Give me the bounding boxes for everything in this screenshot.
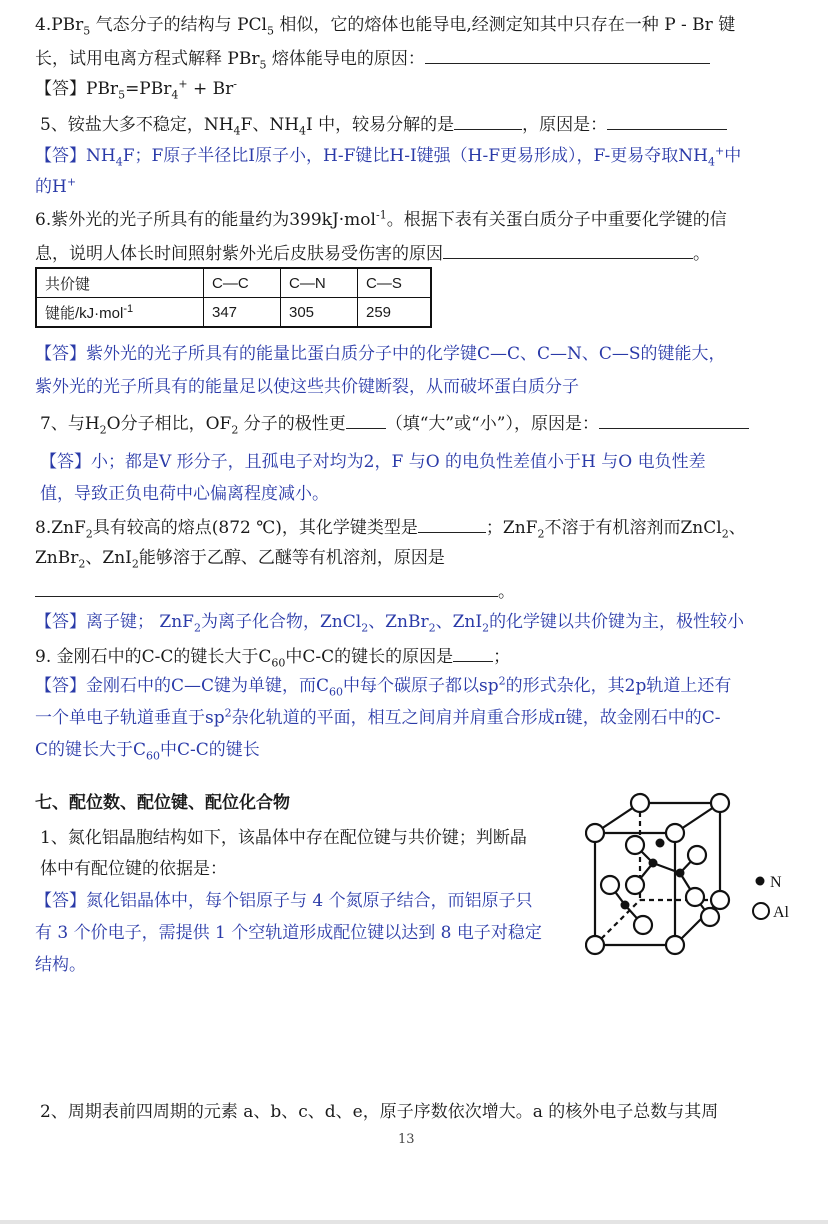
q7-answer-1: 【答】小；都是V 形分子，且孤电子对均为2，F 与O 的电负性差值小于H 与O 电负性差: [40, 452, 706, 472]
table-cell: 键能/kJ·mol$^{-1}$: [36, 298, 204, 328]
q6-line-1: 6.紫外光的光子所具有的能量约为399kJ·mol$^{-1}$。根据下表有关蛋白质分子中重要化学键的信: [35, 208, 727, 230]
q8-answer: 【答】离子键； ZnF$_2$为离子化合物，ZnCl$_2$、ZnBr$_2$、ZnI$_2$的化学键以共价键为主，极性较小: [35, 612, 745, 635]
table-header-cell: C—C: [204, 268, 281, 298]
table-header-cell: C—N: [281, 268, 358, 298]
q6-answer-2: 紫外光的光子所具有的能量足以使这些共价键断裂，从而破坏蛋白质分子: [35, 377, 579, 397]
table-row: [36, 268, 431, 298]
s2-question: 2、周期表前四周期的元素 a、b、c、d、e，原子序数依次增大。a 的核外电子总数与其周: [40, 1102, 719, 1122]
q6-line-2: 息，说明人体长时间照射紫外光后皮肤易受伤害的原因 。: [35, 240, 710, 266]
q9-answer-3: C的键长大于$C_{60}$中C-C的键长: [35, 740, 260, 763]
answer-blank[interactable]: [443, 240, 693, 259]
cell-edges: [595, 803, 720, 945]
q7-question: 7、与$H_2O$分子相比，$OF_2$ 分子的极性更 （填“大”或“小”），原因是：: [40, 410, 749, 436]
s1-answer-3: 结构。: [35, 955, 86, 975]
q4-line-2: 长，试用电离方程式解释 PBr$_5$ 熔体能导电的原因：: [35, 45, 710, 71]
table-cell: 347: [204, 298, 281, 328]
q4-answer: 【答】PBr$_5$=PBr$_4$+ + Br-: [35, 77, 237, 102]
s1-answer-2: 有 3 个价电子，需提供 1 个空轨道形成配位键以达到 8 电子对稳定: [35, 923, 542, 943]
q5-answer-1: 【答】$NH_4F$；F原子半径比I原子小，H-F键比H-I键强（H-F更易形成），F-更易夺取$NH_4^+$中: [35, 144, 742, 169]
q6-answer-1: 【答】紫外光的光子所具有的能量比蛋白质分子中的化学键C—C、C—N、C—S的键能大，: [35, 344, 726, 364]
answer-blank[interactable]: [453, 643, 493, 662]
q8-line-2: ZnBr$_2$、ZnI$_2$能够溶于乙醇、乙醚等有机溶剂，原因是: [35, 548, 445, 571]
section-title: 七、配位数、配位键、配位化合物: [35, 793, 290, 813]
table-cell: 259: [358, 298, 432, 328]
bond-energy-table: [35, 267, 432, 328]
page-number: 13: [398, 1132, 415, 1147]
q9-answer-2: 一个单电子轨道垂直于$sp^2$杂化轨道的平面，相互之间肩并肩重合形成π键，故金刚石中的C-: [35, 706, 721, 728]
q8-line-1: 8.ZnF$_2$具有较高的熔点(872 ℃)，其化学键类型是 ；ZnF$_2$不溶于有机溶剂而ZnCl$_2$、: [35, 514, 746, 540]
bottom-bar: [0, 1220, 828, 1224]
answer-blank[interactable]: [425, 45, 710, 64]
aln-unit-cell-diagram: [585, 785, 800, 965]
q9-answer-1: 【答】金刚石中的C—C键为单键，而$C_{60}$中每个碳原子都以$sp^2$的形式杂化，其2p轨道上还有: [35, 674, 732, 699]
al-legend-label: Al: [773, 904, 789, 921]
s1-answer-1: 【答】氮化铝晶体中，每个铝原子与 4 个氮原子结合，而铝原子只: [35, 891, 533, 911]
q5-question: 5、铵盐大多不稳定，$NH_4F$、$NH_4I$ 中，较易分解的是 ，原因是：: [40, 111, 727, 137]
s1-question-1: 1、氮化铝晶胞结构如下，该晶体中存在配位键与共价键；判断晶: [40, 828, 527, 848]
al-atoms: [586, 794, 729, 954]
table-row: [36, 298, 431, 328]
q9-question: 9. 金刚石中的C-C的键长大于$C_{60}$中C-C的键长的原因是 ；: [35, 643, 510, 669]
al-legend-circle: [753, 903, 769, 919]
q4-line-1: 4.PBr$_5$ 气态分子的结构与 PCl$_5$ 相似，它的熔体也能导电,经测定知其中只存在一种 P - Br 键: [35, 15, 736, 38]
table-header-cell: 共价键: [36, 268, 204, 298]
answer-blank[interactable]: [346, 410, 386, 429]
s1-question-2: 体中有配位键的依据是：: [40, 859, 227, 879]
answer-blank[interactable]: [454, 111, 522, 130]
table-header-cell: C—S: [358, 268, 432, 298]
answer-blank[interactable]: [599, 410, 749, 429]
answer-blank[interactable]: [607, 111, 727, 130]
n-legend-dot: [756, 877, 765, 886]
answer-blank[interactable]: [418, 514, 486, 533]
q7-answer-2: 值，导致正负电荷中心偏离程度减小。: [40, 484, 329, 504]
q5-answer-2: 的H+: [35, 175, 77, 197]
answer-blank[interactable]: [35, 578, 498, 597]
n-legend-label: N: [770, 874, 782, 891]
table-cell: 305: [281, 298, 358, 328]
q8-line-3: 。: [35, 578, 515, 604]
